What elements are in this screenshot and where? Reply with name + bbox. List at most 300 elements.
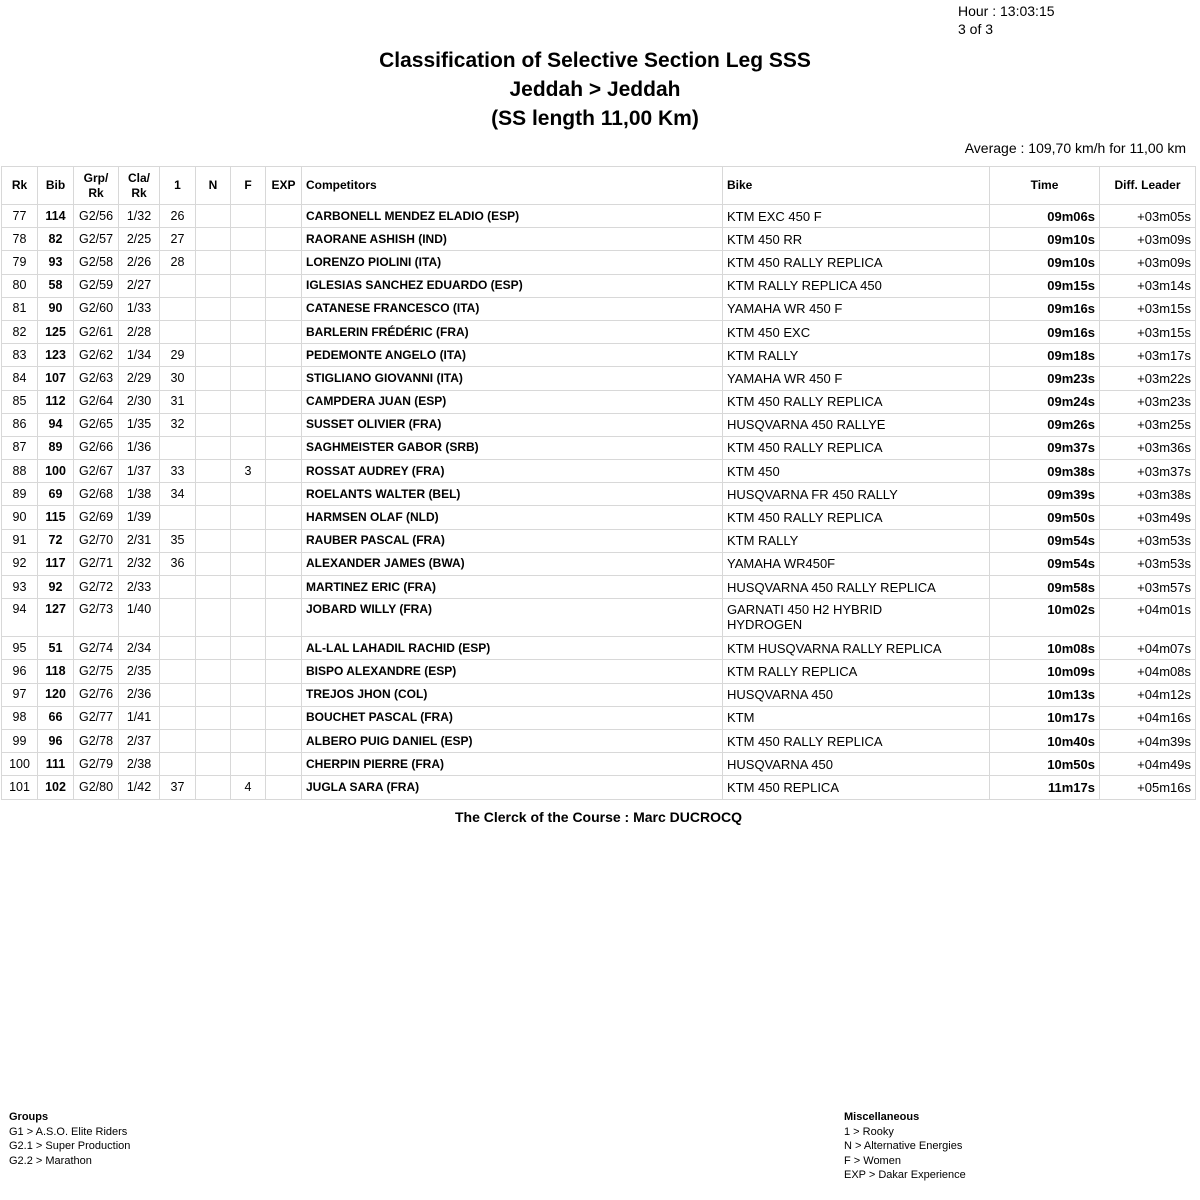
- cell-women: [231, 529, 266, 552]
- cell-alt-energies: [196, 251, 231, 274]
- cell-diff-leader: +03m22s: [1100, 367, 1196, 390]
- cell-competitor: JOBARD WILLY (FRA): [302, 599, 723, 637]
- cell-group-rank: G2/75: [74, 660, 119, 683]
- cell-women: [231, 274, 266, 297]
- table-row: [2, 483, 1196, 506]
- table-row: [2, 706, 1196, 729]
- cell-class-rank: 2/27: [119, 274, 160, 297]
- table-row: [2, 552, 1196, 575]
- col-time: Time: [990, 167, 1100, 205]
- cell-women: [231, 297, 266, 320]
- cell-class-rank: 1/34: [119, 344, 160, 367]
- table-row: [2, 320, 1196, 343]
- cell-competitor: TREJOS JHON (COL): [302, 683, 723, 706]
- cell-bib: 123: [38, 344, 74, 367]
- table-row: [2, 367, 1196, 390]
- cell-time: 09m58s: [990, 576, 1100, 599]
- cell-group-rank: G2/64: [74, 390, 119, 413]
- table-row: [2, 390, 1196, 413]
- cell-competitor: SAGHMEISTER GABOR (SRB): [302, 436, 723, 459]
- cell-bib: 115: [38, 506, 74, 529]
- cell-rooky: [160, 753, 196, 776]
- cell-women: [231, 344, 266, 367]
- cell-bib: 51: [38, 637, 74, 660]
- cell-group-rank: G2/68: [74, 483, 119, 506]
- cell-competitor: AL-LAL LAHADIL RACHID (ESP): [302, 637, 723, 660]
- table-row: [2, 413, 1196, 436]
- cell-women: [231, 637, 266, 660]
- cell-diff-leader: +03m53s: [1100, 552, 1196, 575]
- cell-alt-energies: [196, 228, 231, 251]
- cell-class-rank: 2/32: [119, 552, 160, 575]
- bike-line: HYDROGEN: [727, 617, 803, 633]
- cell-time: 09m54s: [990, 552, 1100, 575]
- cell-group-rank: G2/80: [74, 776, 119, 799]
- cell-bib: 66: [38, 706, 74, 729]
- cell-time: 10m13s: [990, 683, 1100, 706]
- cell-time: 10m17s: [990, 706, 1100, 729]
- cell-diff-leader: +04m07s: [1100, 637, 1196, 660]
- col-bike: Bike: [723, 167, 990, 205]
- cell-bike: HUSQVARNA 450: [723, 683, 990, 706]
- page-indicator: 3 of 3: [958, 21, 994, 37]
- cell-bib: 125: [38, 320, 74, 343]
- results-table-body: [2, 205, 1196, 800]
- cell-exp: [266, 228, 302, 251]
- cell-time: 09m06s: [990, 205, 1100, 228]
- cell-bike: KTM HUSQVARNA RALLY REPLICA: [723, 637, 990, 660]
- col-cla-rk: Cla/ Rk: [119, 167, 160, 205]
- table-row: [2, 776, 1196, 799]
- cell-group-rank: G2/78: [74, 729, 119, 752]
- cell-class-rank: 1/38: [119, 483, 160, 506]
- cell-rank: 81: [2, 297, 38, 320]
- cell-rooky: 36: [160, 552, 196, 575]
- cell-competitor: ROELANTS WALTER (BEL): [302, 483, 723, 506]
- cell-diff-leader: +03m09s: [1100, 228, 1196, 251]
- cell-competitor: RAORANE ASHISH (IND): [302, 228, 723, 251]
- cell-group-rank: G2/79: [74, 753, 119, 776]
- table-row: [2, 753, 1196, 776]
- cell-alt-energies: [196, 274, 231, 297]
- results-table: [1, 166, 1196, 800]
- cell-women: [231, 552, 266, 575]
- cell-alt-energies: [196, 460, 231, 483]
- cell-group-rank: G2/62: [74, 344, 119, 367]
- cell-diff-leader: +03m36s: [1100, 436, 1196, 459]
- cell-bib: 96: [38, 729, 74, 752]
- cell-bike: KTM RALLY: [723, 529, 990, 552]
- cell-bike: KTM 450 RALLY REPLICA: [723, 506, 990, 529]
- table-row: [2, 683, 1196, 706]
- cell-diff-leader: +03m57s: [1100, 576, 1196, 599]
- cell-exp: [266, 529, 302, 552]
- groups-legend-item: G2.1 > Super Production: [9, 1140, 131, 1152]
- hour-label: Hour : 13:03:15: [958, 3, 1055, 19]
- cell-competitor: HARMSEN OLAF (NLD): [302, 506, 723, 529]
- average-speed: Average : 109,70 km/h for 11,00 km: [964, 140, 1186, 156]
- cell-competitor: BOUCHET PASCAL (FRA): [302, 706, 723, 729]
- cell-bib: 90: [38, 297, 74, 320]
- cell-rooky: [160, 660, 196, 683]
- cell-rank: 88: [2, 460, 38, 483]
- cell-competitor: RAUBER PASCAL (FRA): [302, 529, 723, 552]
- cell-women: [231, 660, 266, 683]
- cell-alt-energies: [196, 552, 231, 575]
- cell-women: [231, 205, 266, 228]
- cell-group-rank: G2/59: [74, 274, 119, 297]
- cell-women: 4: [231, 776, 266, 799]
- cell-women: [231, 753, 266, 776]
- cell-time: 09m37s: [990, 436, 1100, 459]
- cell-rank: 87: [2, 436, 38, 459]
- cell-alt-energies: [196, 776, 231, 799]
- cell-competitor: MARTINEZ ERIC (FRA): [302, 576, 723, 599]
- cell-rank: 101: [2, 776, 38, 799]
- cell-women: [231, 390, 266, 413]
- cell-diff-leader: +04m01s: [1100, 599, 1196, 637]
- cell-exp: [266, 274, 302, 297]
- cell-bib: 93: [38, 251, 74, 274]
- cell-competitor: BARLERIN FRÉDÉRIC (FRA): [302, 320, 723, 343]
- cell-exp: [266, 506, 302, 529]
- cell-group-rank: G2/65: [74, 413, 119, 436]
- cell-competitor: CATANESE FRANCESCO (ITA): [302, 297, 723, 320]
- table-row: [2, 344, 1196, 367]
- cell-competitor: CAMPDERA JUAN (ESP): [302, 390, 723, 413]
- cell-bike: KTM RALLY REPLICA: [723, 660, 990, 683]
- cell-class-rank: 1/32: [119, 205, 160, 228]
- table-row: [2, 729, 1196, 752]
- cell-bike: HUSQVARNA 450 RALLY REPLICA: [723, 576, 990, 599]
- cell-bike: KTM 450 RALLY REPLICA: [723, 436, 990, 459]
- cell-class-rank: 2/37: [119, 729, 160, 752]
- cell-exp: [266, 367, 302, 390]
- cell-exp: [266, 460, 302, 483]
- cell-exp: [266, 637, 302, 660]
- cell-time: 10m09s: [990, 660, 1100, 683]
- cell-diff-leader: +04m12s: [1100, 683, 1196, 706]
- cell-exp: [266, 776, 302, 799]
- cell-rank: 97: [2, 683, 38, 706]
- groups-legend-item: G2.2 > Marathon: [9, 1154, 92, 1167]
- cell-competitor: ALEXANDER JAMES (BWA): [302, 552, 723, 575]
- cell-bike: KTM RALLY: [723, 344, 990, 367]
- cell-rooky: 31: [160, 390, 196, 413]
- cell-alt-energies: [196, 529, 231, 552]
- cell-diff-leader: +04m08s: [1100, 660, 1196, 683]
- cell-rank: 89: [2, 483, 38, 506]
- cell-diff-leader: +03m14s: [1100, 274, 1196, 297]
- col-alt-energies: N: [196, 167, 231, 205]
- cell-women: [231, 251, 266, 274]
- cell-bike: HUSQVARNA 450 RALLYE: [723, 413, 990, 436]
- table-row: [2, 436, 1196, 459]
- misc-legend: [844, 1110, 966, 1183]
- cell-women: 3: [231, 460, 266, 483]
- cell-rank: 94: [2, 599, 38, 637]
- cell-rank: 98: [2, 706, 38, 729]
- cell-alt-energies: [196, 436, 231, 459]
- cell-class-rank: 2/34: [119, 637, 160, 660]
- table-row: [2, 297, 1196, 320]
- cell-time: 09m10s: [990, 251, 1100, 274]
- col-diff-leader: Diff. Leader: [1100, 167, 1196, 205]
- cell-exp: [266, 576, 302, 599]
- cell-bike: HUSQVARNA FR 450 RALLY: [723, 483, 990, 506]
- cell-class-rank: 1/42: [119, 776, 160, 799]
- cell-exp: [266, 660, 302, 683]
- cell-bike: KTM 450 REPLICA: [723, 776, 990, 799]
- cell-time: 09m50s: [990, 506, 1100, 529]
- cell-exp: [266, 753, 302, 776]
- cell-rooky: 34: [160, 483, 196, 506]
- cell-competitor: STIGLIANO GIOVANNI (ITA): [302, 367, 723, 390]
- cell-women: [231, 576, 266, 599]
- groups-legend-title: Groups: [9, 1111, 49, 1123]
- cell-alt-energies: [196, 483, 231, 506]
- cell-alt-energies: [196, 320, 231, 343]
- cell-exp: [266, 205, 302, 228]
- cell-rooky: 32: [160, 413, 196, 436]
- cell-class-rank: 2/38: [119, 753, 160, 776]
- cell-rank: 99: [2, 729, 38, 752]
- col-competitors: Competitors: [302, 167, 723, 205]
- cell-class-rank: 2/30: [119, 390, 160, 413]
- cell-time: 09m24s: [990, 390, 1100, 413]
- cell-time: 09m16s: [990, 320, 1100, 343]
- cell-bike: KTM 450 RR: [723, 228, 990, 251]
- cell-rooky: 28: [160, 251, 196, 274]
- cell-exp: [266, 251, 302, 274]
- groups-legend: [9, 1110, 130, 1168]
- cell-women: [231, 228, 266, 251]
- cell-time: 09m23s: [990, 367, 1100, 390]
- cell-class-rank: 1/41: [119, 706, 160, 729]
- cell-bike: KTM 450 RALLY REPLICA: [723, 251, 990, 274]
- cell-alt-energies: [196, 205, 231, 228]
- cell-bike: KTM 450: [723, 460, 990, 483]
- col-women: F: [231, 167, 266, 205]
- cell-rooky: 35: [160, 529, 196, 552]
- stage-route: Jeddah > Jeddah: [509, 78, 681, 101]
- misc-legend-title: Miscellaneous: [844, 1111, 920, 1123]
- col-exp: EXP: [266, 167, 302, 205]
- cell-diff-leader: +04m16s: [1100, 706, 1196, 729]
- cell-diff-leader: +03m23s: [1100, 390, 1196, 413]
- cell-rooky: 26: [160, 205, 196, 228]
- cell-time: 09m15s: [990, 274, 1100, 297]
- misc-legend-item: F > Women: [844, 1154, 901, 1167]
- table-row: [2, 274, 1196, 297]
- cell-group-rank: G2/56: [74, 205, 119, 228]
- cell-alt-energies: [196, 706, 231, 729]
- cell-rank: 96: [2, 660, 38, 683]
- cell-competitor: IGLESIAS SANCHEZ EDUARDO (ESP): [302, 274, 723, 297]
- cell-time: 09m18s: [990, 344, 1100, 367]
- table-row: [2, 660, 1196, 683]
- cell-rooky: [160, 706, 196, 729]
- cell-bike: [723, 599, 990, 637]
- cell-class-rank: 2/28: [119, 320, 160, 343]
- cell-exp: [266, 483, 302, 506]
- cell-class-rank: 2/35: [119, 660, 160, 683]
- col-bib: Bib: [38, 167, 74, 205]
- cell-bib: 69: [38, 483, 74, 506]
- table-row: [2, 637, 1196, 660]
- cell-rank: 92: [2, 552, 38, 575]
- cell-rank: 95: [2, 637, 38, 660]
- bike-line: GARNATI 450 H2 HYBRID: [727, 602, 883, 618]
- cell-diff-leader: +03m09s: [1100, 251, 1196, 274]
- cell-bib: 82: [38, 228, 74, 251]
- cell-time: 10m50s: [990, 753, 1100, 776]
- cell-time: 09m38s: [990, 460, 1100, 483]
- cell-class-rank: 1/36: [119, 436, 160, 459]
- cell-rooky: [160, 297, 196, 320]
- cell-rooky: [160, 599, 196, 637]
- cell-time: 11m17s: [990, 776, 1100, 799]
- cell-competitor: CARBONELL MENDEZ ELADIO (ESP): [302, 205, 723, 228]
- cell-time: 09m16s: [990, 297, 1100, 320]
- cell-alt-energies: [196, 683, 231, 706]
- cell-women: [231, 506, 266, 529]
- cell-rooky: 33: [160, 460, 196, 483]
- cell-time: 09m54s: [990, 529, 1100, 552]
- cell-bib: 114: [38, 205, 74, 228]
- cell-bib: 117: [38, 552, 74, 575]
- cell-rooky: [160, 320, 196, 343]
- cell-alt-energies: [196, 297, 231, 320]
- cell-bike: YAMAHA WR 450 F: [723, 367, 990, 390]
- cell-bike: HUSQVARNA 450: [723, 753, 990, 776]
- cell-women: [231, 367, 266, 390]
- cell-competitor: LORENZO PIOLINI (ITA): [302, 251, 723, 274]
- cell-group-rank: G2/69: [74, 506, 119, 529]
- cell-class-rank: 1/33: [119, 297, 160, 320]
- document-title-block: [0, 46, 1190, 133]
- cell-bib: 89: [38, 436, 74, 459]
- cell-bib: 107: [38, 367, 74, 390]
- cell-group-rank: G2/77: [74, 706, 119, 729]
- cell-women: [231, 706, 266, 729]
- cell-competitor: ALBERO PUIG DANIEL (ESP): [302, 729, 723, 752]
- misc-legend-item: N > Alternative Energies: [844, 1140, 963, 1152]
- cell-group-rank: G2/61: [74, 320, 119, 343]
- cell-rooky: [160, 506, 196, 529]
- cell-group-rank: G2/72: [74, 576, 119, 599]
- cell-rank: 91: [2, 529, 38, 552]
- cell-group-rank: G2/76: [74, 683, 119, 706]
- cell-diff-leader: +05m16s: [1100, 776, 1196, 799]
- cell-class-rank: 1/37: [119, 460, 160, 483]
- cell-class-rank: 2/29: [119, 367, 160, 390]
- cell-bib: 120: [38, 683, 74, 706]
- cell-rank: 85: [2, 390, 38, 413]
- cell-rooky: 37: [160, 776, 196, 799]
- cell-rooky: [160, 637, 196, 660]
- cell-bib: 102: [38, 776, 74, 799]
- cell-bib: 118: [38, 660, 74, 683]
- cell-group-rank: G2/67: [74, 460, 119, 483]
- cell-group-rank: G2/74: [74, 637, 119, 660]
- cell-bike: YAMAHA WR 450 F: [723, 297, 990, 320]
- table-row: [2, 205, 1196, 228]
- cell-rooky: [160, 729, 196, 752]
- cell-rooky: 30: [160, 367, 196, 390]
- cell-alt-energies: [196, 729, 231, 752]
- cell-rooky: [160, 274, 196, 297]
- cell-alt-energies: [196, 637, 231, 660]
- clerk-signature: The Clerck of the Course : Marc DUCROCQ: [454, 809, 743, 825]
- cell-diff-leader: +03m25s: [1100, 413, 1196, 436]
- cell-group-rank: G2/71: [74, 552, 119, 575]
- cell-bib: 112: [38, 390, 74, 413]
- cell-group-rank: G2/58: [74, 251, 119, 274]
- cell-exp: [266, 320, 302, 343]
- cell-rank: 84: [2, 367, 38, 390]
- cell-class-rank: 2/33: [119, 576, 160, 599]
- cell-alt-energies: [196, 576, 231, 599]
- cell-class-rank: 2/31: [119, 529, 160, 552]
- cell-women: [231, 320, 266, 343]
- cell-rank: 82: [2, 320, 38, 343]
- cell-rank: 83: [2, 344, 38, 367]
- misc-legend-item: 1 > Rooky: [844, 1125, 894, 1138]
- stage-length: (SS length 11,00 Km): [491, 107, 699, 130]
- cell-rooky: 29: [160, 344, 196, 367]
- col-rooky: 1: [160, 167, 196, 205]
- cell-diff-leader: +03m53s: [1100, 529, 1196, 552]
- cell-exp: [266, 683, 302, 706]
- cell-exp: [266, 344, 302, 367]
- cell-bike: KTM 450 RALLY REPLICA: [723, 729, 990, 752]
- groups-legend-item: G1 > A.S.O. Elite Riders: [9, 1125, 128, 1138]
- cell-time: 09m10s: [990, 228, 1100, 251]
- col-rk: Rk: [2, 167, 38, 205]
- cell-diff-leader: +04m39s: [1100, 729, 1196, 752]
- cell-class-rank: 1/40: [119, 599, 160, 637]
- cell-women: [231, 729, 266, 752]
- cell-women: [231, 436, 266, 459]
- cell-women: [231, 683, 266, 706]
- cell-bike: KTM: [723, 706, 990, 729]
- cell-competitor: ROSSAT AUDREY (FRA): [302, 460, 723, 483]
- cell-group-rank: G2/60: [74, 297, 119, 320]
- cell-bib: 100: [38, 460, 74, 483]
- cell-group-rank: G2/57: [74, 228, 119, 251]
- cell-bike: KTM 450 RALLY REPLICA: [723, 390, 990, 413]
- table-row: [2, 460, 1196, 483]
- cell-exp: [266, 390, 302, 413]
- cell-competitor: CHERPIN PIERRE (FRA): [302, 753, 723, 776]
- cell-group-rank: G2/66: [74, 436, 119, 459]
- document-title: Classification of Selective Section Leg SSS: [379, 49, 811, 72]
- cell-exp: [266, 413, 302, 436]
- cell-bib: 92: [38, 576, 74, 599]
- cell-rooky: [160, 436, 196, 459]
- cell-alt-energies: [196, 344, 231, 367]
- cell-group-rank: G2/70: [74, 529, 119, 552]
- cell-exp: [266, 552, 302, 575]
- cell-exp: [266, 436, 302, 459]
- cell-exp: [266, 706, 302, 729]
- cell-exp: [266, 729, 302, 752]
- table-row: [2, 576, 1196, 599]
- cell-rooky: [160, 576, 196, 599]
- cell-alt-energies: [196, 506, 231, 529]
- cell-competitor: PEDEMONTE ANGELO (ITA): [302, 344, 723, 367]
